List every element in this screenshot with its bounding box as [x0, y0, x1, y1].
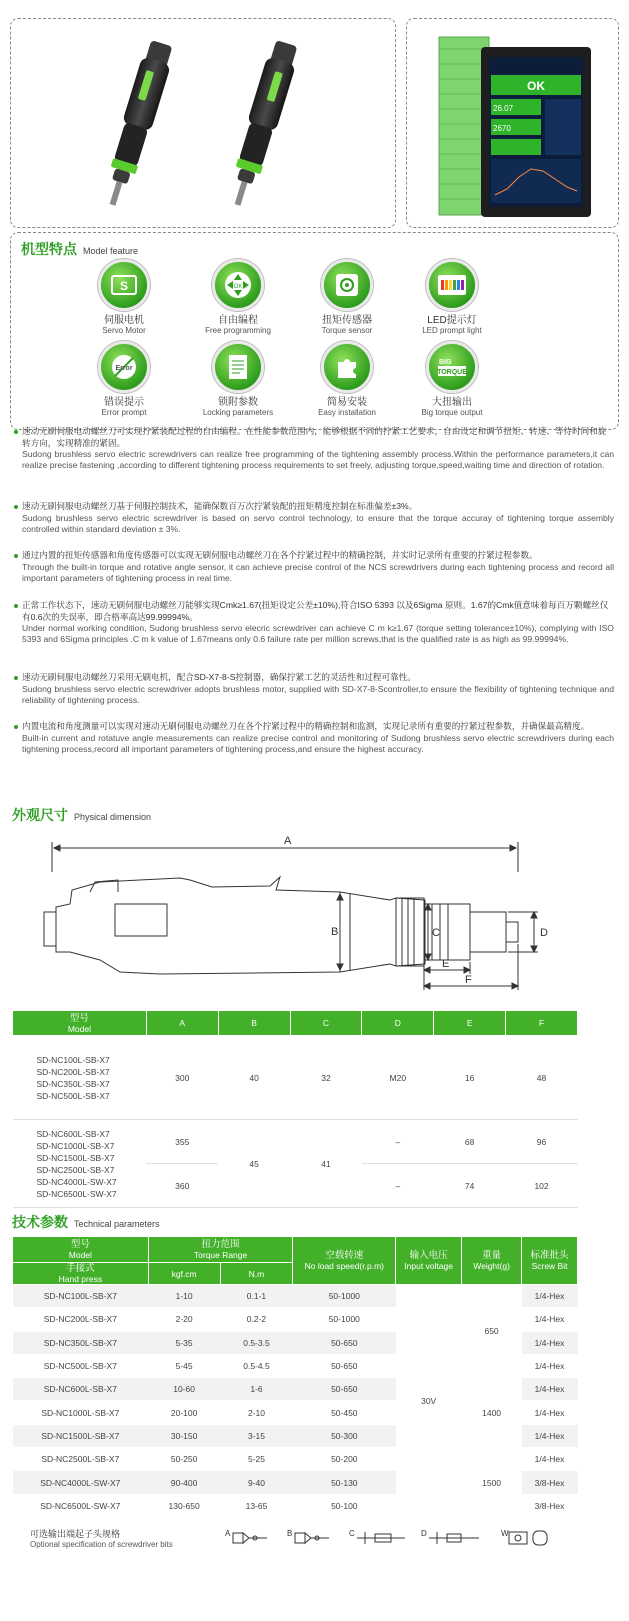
- feature-label-zh: 扭矩传感器: [322, 315, 372, 326]
- dimension-title-en: Physical dimension: [74, 812, 152, 822]
- dpad-icon: [212, 259, 264, 311]
- cell: 48: [506, 1036, 578, 1120]
- cell: 300: [146, 1036, 218, 1120]
- description-item: [14, 600, 614, 645]
- description-zh: 内置电流和角度测量可以实现对速动无刷伺服电动螺丝刀在各个拧紧过程中的精确控制和监测，实现记录所有重要的拧紧过程参数，并确保最高精度。: [14, 721, 614, 733]
- bit-label-w: W: [501, 1529, 509, 1538]
- hero-section: [10, 18, 619, 228]
- bits-title-en: Optional specification of screwdriver bits: [30, 1540, 173, 1549]
- dim-label-a: A: [284, 835, 292, 847]
- col-model: 型号 Model: [13, 1237, 149, 1263]
- feature-locking-parameters: [183, 341, 293, 417]
- dimension-drawing: [40, 832, 580, 1002]
- col-a: A: [146, 1011, 218, 1036]
- svg-text:OK: OK: [233, 284, 243, 290]
- screwdriver-photos: [11, 19, 397, 229]
- bits-caption: [30, 1527, 220, 1549]
- description-item: [14, 721, 614, 755]
- feature-label-en: Error prompt: [101, 408, 147, 417]
- tech-table-header: [13, 1237, 578, 1263]
- weight-cell: 1500: [462, 1448, 522, 1518]
- cell: –: [362, 1120, 434, 1164]
- led-light-icon: [426, 259, 478, 311]
- col-weight: 重量 Weight(g): [462, 1237, 522, 1285]
- features-heading: [21, 239, 138, 259]
- col-e: E: [434, 1011, 506, 1036]
- col-kgf: kgf.cm: [148, 1263, 220, 1285]
- cell: 41: [290, 1120, 362, 1208]
- dim-label-b: B: [331, 926, 339, 938]
- description-en: Sudong brushless servo electric screwdriver adopts brushless motor, supplied with SD-X7-8-Scontroller,to ensure the flexibility of tightening technique and reliability of tightening process.: [22, 683, 614, 705]
- feature-easy-installation: [292, 341, 402, 417]
- col-voltage: 输入电压 Input voltage: [396, 1237, 462, 1285]
- controller-photo-panel: [406, 18, 619, 228]
- dim-label-d: D: [540, 927, 548, 939]
- description-item: [14, 550, 614, 584]
- dimension-table-header: [13, 1011, 578, 1036]
- feature-label-zh: 锁附参数: [218, 397, 258, 408]
- description-en: Sudong brushless servo electric screwdriver is based on servo control technology, to ensure that the torque accuray of tightening torque assembly controlled within standard deviation ± 3%.: [22, 512, 614, 534]
- col-model: 型号 Model: [13, 1011, 147, 1036]
- dimension-heading: [12, 805, 151, 825]
- dimension-title-zh: 外观尺寸: [12, 807, 68, 823]
- cell: 32: [290, 1036, 362, 1120]
- cell: 68: [434, 1120, 506, 1164]
- cell: –: [362, 1164, 434, 1208]
- feature-label-en: Torque sensor: [321, 326, 373, 335]
- controller-ok-text: OK: [527, 79, 545, 93]
- feature-label-en: Free programming: [205, 326, 271, 335]
- tech-title-zh: 技术参数: [12, 1214, 68, 1230]
- col-bit: 标准批头 Screw Bit: [522, 1237, 578, 1285]
- description-en: Sudong brushless servo electric screwdrivers can realize free programming of the tightening assembly process.Within the performance parameters,it can realize precise fastening ,according to different tightening process requirements to set freely, adjusting torque,speed,waiting time and direction of rotation.: [22, 449, 614, 470]
- feature-label-zh: 错误提示: [104, 397, 144, 408]
- feature-error-prompt: [69, 341, 179, 417]
- description-zh: 正常工作状态下，速动无刷伺服电动螺丝刀能够实现Cmk≥1.67(扭矩设定公差±10%),符合ISO 5393 以及6Sigma 原则。1.67的Cmk值意味着每百万颗螺丝仅有0.6次的失误率，即合格率高达99.99994%。: [14, 600, 614, 623]
- bit-label-c: C: [349, 1529, 355, 1538]
- model-list: SD-NC600L-SB-X7 SD-NC1000L-SB-X7 SD-NC1500L-SB-X7 SD-NC2500L-SB-X7 SD-NC4000L-SW-X7 SD-NC6500L-SW-X7: [13, 1120, 147, 1208]
- svg-text:BIG: BIG: [439, 359, 452, 366]
- dimension-table: [12, 1010, 578, 1208]
- table-row: SD-NC600L-SB-X7 10-60 1-6 50-650 1400 1/4-Hex: [13, 1378, 578, 1401]
- bit-c-icon: [357, 1532, 405, 1544]
- col-b: B: [218, 1011, 290, 1036]
- controller-reading-1: 26.07: [493, 104, 514, 113]
- dim-label-f: F: [465, 974, 472, 986]
- torque-sensor-icon: [321, 259, 373, 311]
- feature-label-zh: 大扭输出: [432, 397, 472, 408]
- screwdriver-front: [98, 39, 176, 209]
- col-f: F: [506, 1011, 578, 1036]
- cell: 74: [434, 1164, 506, 1208]
- col-torque-range: 扭力范围 Torque Range: [148, 1237, 293, 1263]
- feature-label-zh: 自由编程: [218, 315, 258, 326]
- controller-photo: [407, 19, 620, 229]
- controller-reading-2: 2670: [493, 124, 511, 133]
- big-torque-icon: [426, 341, 478, 393]
- features-title-zh: 机型特点: [21, 241, 77, 257]
- features-panel: [10, 232, 619, 430]
- description-en: Under normal working condition, Sudong brushless servo elecric screwdriver can achieve C m k≥1.67 (torque setting tolerance±10%), complying with ISO 5393 and 6Sigma principles .C m k value of 1.67means only 0.6 failure rate per million screws,that is the qualified rate is as high as 99.99994%.: [22, 623, 614, 644]
- description-zh: 速动无刷伺服电动螺丝刀采用无刷电机，配合SD-X7-8-S控制器，确保拧紧工艺的灵活性和过程可靠性。: [14, 672, 614, 684]
- bit-label-a: A: [225, 1529, 231, 1538]
- description-item: [14, 426, 614, 471]
- table-row: SD-NC500L-SB-X7 5-45 0.5-4.5 50-650 1/4-Hex: [13, 1354, 578, 1377]
- screwdriver-photo-panel: [10, 18, 396, 228]
- col-speed: 空载转速 No load speed(r.p.m): [293, 1237, 396, 1285]
- svg-text:TORQUE: TORQUE: [437, 369, 467, 376]
- feature-servo-motor: [69, 259, 179, 335]
- screwdriver-side: [223, 39, 301, 209]
- description-item: [14, 501, 614, 535]
- tech-table: [12, 1236, 578, 1518]
- weight-cell: 1400: [462, 1378, 522, 1448]
- description-zh: 速动无刷伺服电动螺丝刀基于伺服控制技术，能确保数百万次拧紧装配的扭矩精度控制在标准偏差±3%。: [14, 501, 614, 513]
- tech-heading: [12, 1212, 160, 1232]
- cell: 360: [146, 1164, 218, 1208]
- description-item: [14, 672, 614, 706]
- model-list: SD-NC100L-SB-X7 SD-NC200L-SB-X7 SD-NC350L-SB-X7 SD-NC500L-SB-X7: [13, 1036, 147, 1120]
- screwdriver-bits-section: [30, 1527, 600, 1555]
- table-row: SD-NC200L-SB-X7 2-20 0.2-2 50-1000 1/4-Hex: [13, 1308, 578, 1331]
- bits-title-zh: 可选输出端起子头规格: [30, 1529, 121, 1539]
- feature-label-en: Big torque output: [421, 408, 483, 417]
- feature-label-en: Servo Motor: [102, 326, 146, 335]
- feature-label-en: Easy installation: [318, 408, 376, 417]
- table-row: [13, 1120, 578, 1164]
- bit-b-icon: [295, 1533, 329, 1543]
- bit-d-icon: [429, 1532, 479, 1544]
- feature-free-programming: [183, 259, 293, 335]
- description-zh: 通过内置的扭矩传感器和角度传感器可以实现无刷伺服电动螺丝刀在各个拧紧过程中的精确控制，并实时记录所有重要的拧紧过程参数。: [14, 550, 614, 562]
- svg-text:S: S: [119, 279, 129, 293]
- cell: 45: [218, 1120, 290, 1208]
- feature-big-torque: [397, 341, 507, 417]
- cell: M20: [362, 1036, 434, 1120]
- bit-w-icon: [509, 1531, 547, 1545]
- voltage-cell: 30V: [396, 1285, 462, 1518]
- col-d: D: [362, 1011, 434, 1036]
- cell: 16: [434, 1036, 506, 1120]
- weight-cell: 650: [462, 1285, 522, 1378]
- feature-label-zh: 简易安装: [327, 397, 367, 408]
- table-row: SD-NC2500L-SB-X7 50-250 5-25 50-200 1500 1/4-Hex: [13, 1448, 578, 1471]
- puzzle-icon: [321, 341, 373, 393]
- table-row: SD-NC6500L-SW-X7 130-650 13-65 50-100 3/8-Hex: [13, 1494, 578, 1517]
- dim-label-e: E: [442, 958, 450, 970]
- cell: 40: [218, 1036, 290, 1120]
- cell: 102: [506, 1164, 578, 1208]
- table-row: SD-NC350L-SB-X7 5-35 0.5-3.5 50-650 1/4-Hex: [13, 1331, 578, 1354]
- table-row: SD-NC1000L-SB-X7 20-100 2-10 50-450 1/4-Hex: [13, 1401, 578, 1424]
- bit-a-icon: [233, 1533, 267, 1543]
- feature-label-zh: 伺服电机: [104, 315, 144, 326]
- bit-label-b: B: [287, 1529, 293, 1538]
- document-icon: [212, 341, 264, 393]
- feature-led-light: [397, 259, 507, 335]
- table-row: SD-NC100L-SB-X7 1-10 0.1-1 50-1000 30V 650 1/4-Hex: [13, 1285, 578, 1308]
- svg-text:Error: Error: [115, 365, 133, 372]
- feature-torque-sensor: [292, 259, 402, 335]
- table-row: SD-NC1500L-SB-X7 30-150 3-15 50-300 1/4-Hex: [13, 1424, 578, 1447]
- table-row: [13, 1036, 578, 1120]
- col-c: C: [290, 1011, 362, 1036]
- dim-label-c: C: [432, 927, 440, 939]
- servo-motor-icon: [98, 259, 150, 311]
- description-zh: 速动无刷伺服电动螺丝刀可实现拧紧装配过程的自由编程。在性能参数范围内，能够根据不同的拧紧工艺要求，自由设定和调节扭矩、转速、等待时间和旋转方向，实现精准的紧固。: [14, 426, 614, 449]
- bit-label-d: D: [421, 1529, 427, 1538]
- feature-label-en: LED prompt light: [422, 326, 482, 335]
- description-en: Through the built-in torque and rotative angle sensor, it can achieve precise control of the NCS screwdrivers during each tightening process and record all important parameters of tightening process in real time.: [22, 561, 614, 583]
- col-hand-press: 手接式 Hand press: [13, 1263, 149, 1285]
- tech-title-en: Technical parameters: [74, 1219, 160, 1229]
- cell: 96: [506, 1120, 578, 1164]
- error-icon: [98, 341, 150, 393]
- description-en: Built-in current and rotatuve angle measurements can realize precise control and monitoring of Sudong brushless servo electric screwdrivers during each tightening process,record all important parameters of tightening process,and ensure the highest accuracy.: [22, 732, 614, 754]
- bit-diagrams: [225, 1527, 595, 1555]
- features-title-en: Model feature: [83, 246, 139, 256]
- feature-label-zh: LED提示灯: [427, 315, 477, 326]
- feature-label-en: Locking parameters: [202, 408, 274, 417]
- col-nm: N.m: [220, 1263, 293, 1285]
- table-row: SD-NC4000L-SW-X7 90-400 9-40 50-130 3/8-Hex: [13, 1471, 578, 1494]
- cell: 355: [146, 1120, 218, 1164]
